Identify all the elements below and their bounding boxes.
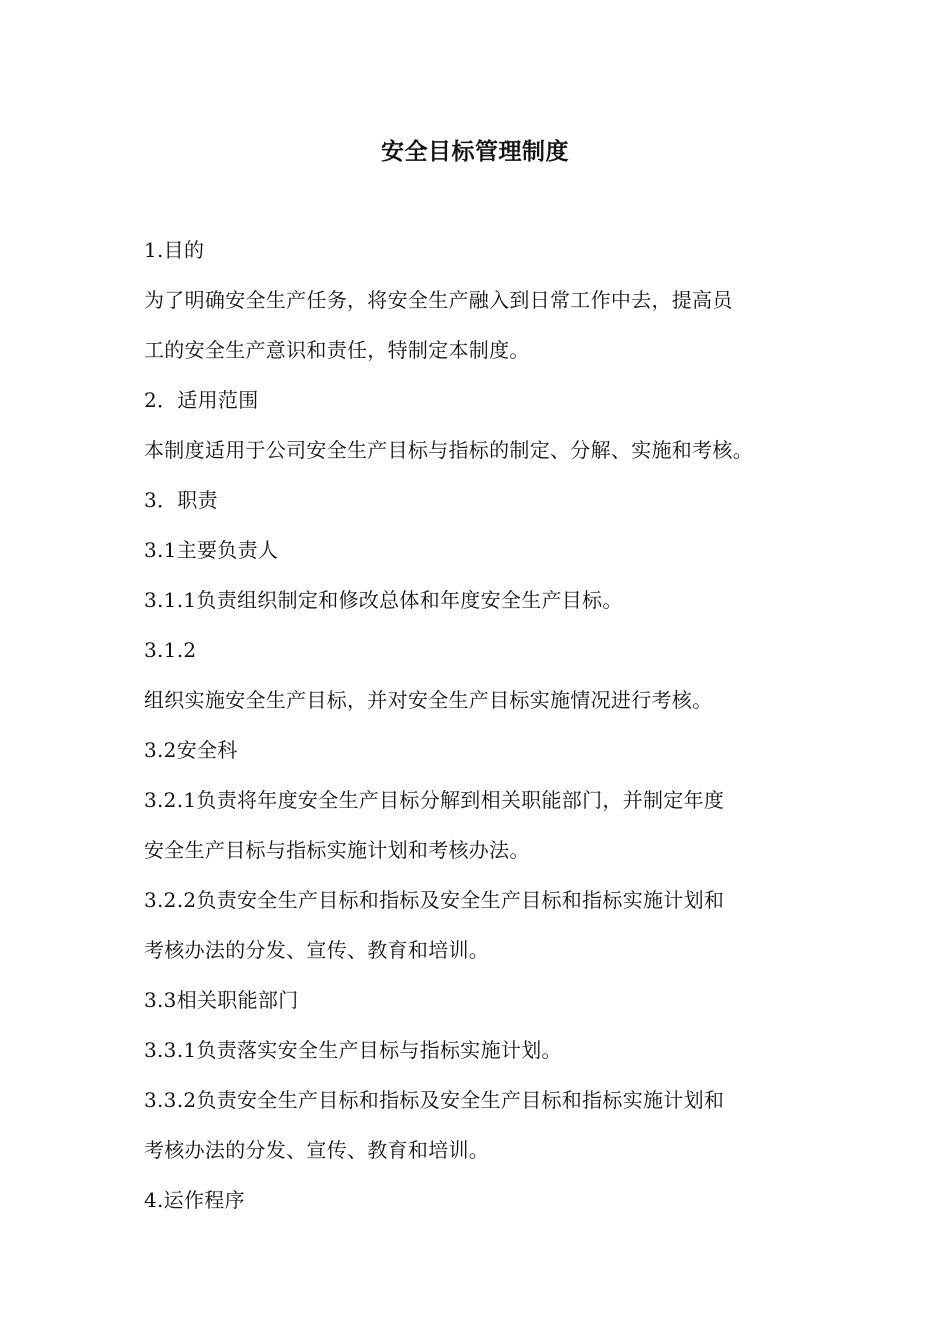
paragraph-line: 考核办法的分发、宣传、教育和培训。: [144, 1138, 490, 1162]
section-heading-procedure: 4.运作程序: [144, 1188, 245, 1212]
paragraph-line: 考核办法的分发、宣传、教育和培训。: [144, 938, 490, 962]
section-heading-purpose: 1.目的: [144, 238, 205, 262]
paragraph-line: 安全生产目标与指标实施计划和考核办法。: [144, 838, 530, 862]
subsection-heading: 3.1主要负责人: [144, 538, 279, 562]
section-heading-responsibilities: 3．职责: [144, 488, 218, 512]
paragraph-line: 3.2.2负责安全生产目标和指标及安全生产目标和指标实施计划和: [144, 888, 725, 912]
paragraph-line: 3.2.1负责将年度安全生产目标分解到相关职能部门，并制定年度: [144, 788, 725, 812]
paragraph-line: 3.3.2负责安全生产目标和指标及安全生产目标和指标实施计划和: [144, 1088, 725, 1112]
document-title: 安全目标管理制度: [381, 139, 569, 165]
subsection-heading: 3.3相关职能部门: [144, 988, 299, 1012]
section-heading-scope: 2．适用范围: [144, 388, 259, 412]
paragraph-line: 为了明确安全生产任务，将安全生产融入到日常工作中去，提高员: [144, 288, 733, 312]
paragraph-line: 组织实施安全生产目标，并对安全生产目标实施情况进行考核。: [144, 688, 713, 712]
subsection-heading: 3.2安全科: [144, 738, 238, 762]
paragraph-line: 本制度适用于公司安全生产目标与指标的制定、分解、实施和考核。: [144, 438, 753, 462]
paragraph-line: 3.1.1负责组织制定和修改总体和年度安全生产目标。: [144, 588, 623, 612]
paragraph-line: 工的安全生产意识和责任，特制定本制度。: [144, 338, 530, 362]
paragraph-line: 3.3.1负责落实安全生产目标与指标实施计划。: [144, 1038, 562, 1062]
document-body: [144, 232, 824, 1232]
paragraph-line: 3.1.2: [144, 638, 197, 662]
